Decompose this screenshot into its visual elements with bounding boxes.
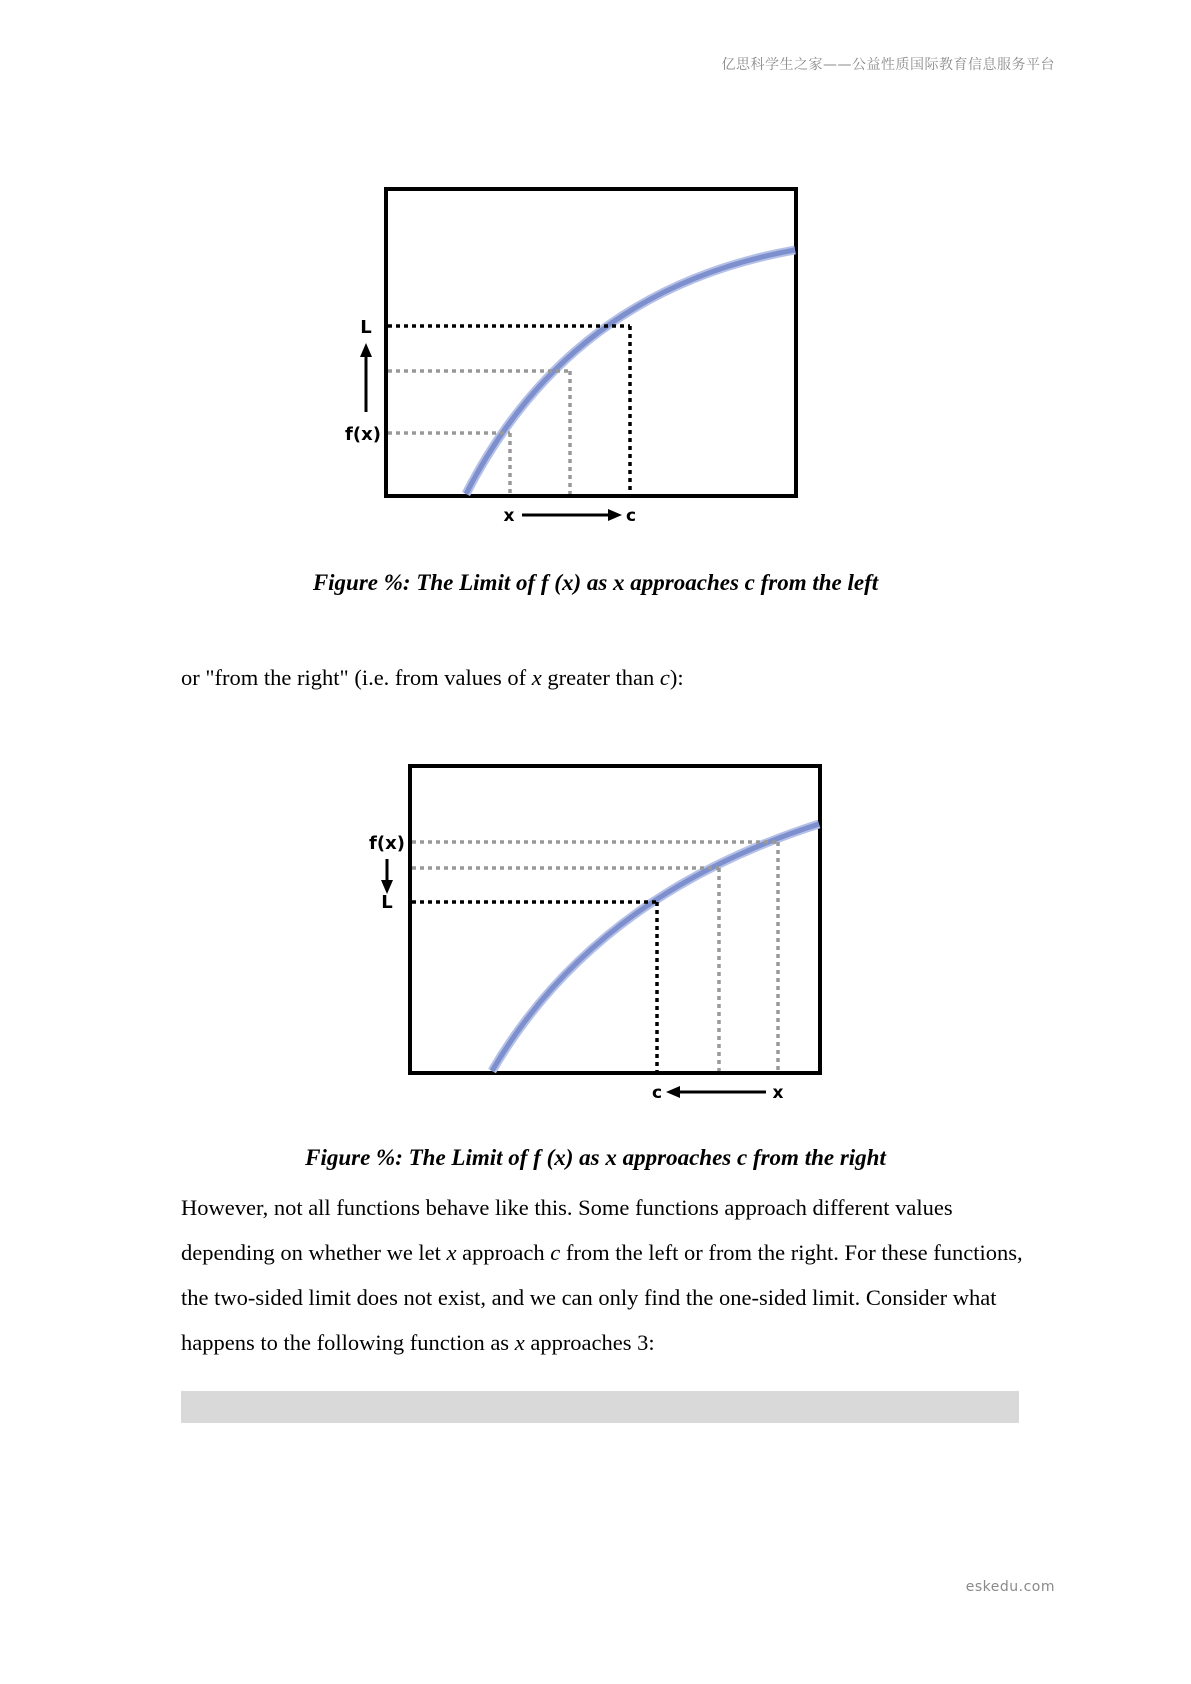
label-L: L (360, 317, 372, 338)
label-fx: f(x) (345, 424, 381, 445)
figure2-caption: Figure %: The Limit of f (x) as x approaches c from the right (305, 1145, 886, 1170)
figure-limit-from-right (364, 756, 844, 1101)
label-x: x (772, 1083, 784, 1101)
arrow-left-head (666, 1086, 680, 1098)
label-L: L (381, 892, 393, 913)
paragraph-from-right: or "from the right" (i.e. from values of x greater than c): (181, 665, 684, 690)
label-c: c (651, 1083, 663, 1101)
page-header: 亿思科学生之家——公益性质国际教育信息服务平台 (721, 57, 1055, 73)
paragraph-one-sided-limits: However, not all functions behave like this. Some functions approach different values depending on whether we let x approach c from the left or from the right. For these functions, the two-sided limit does not exist, and we can only find the one-sided limit. Consider what happens to the following function as x approaches 3: (181, 1195, 1023, 1355)
plot-frame (410, 766, 820, 1073)
label-fx: f(x) (369, 833, 405, 854)
arrow-right-head (608, 509, 622, 521)
page-footer: eskedu.com (965, 1579, 1055, 1595)
label-x: x (503, 506, 515, 525)
arrow-up-head (360, 343, 372, 357)
figure1-caption: Figure %: The Limit of f (x) as x approaches c from the left (312, 570, 879, 595)
equation-placeholder-bar (181, 1391, 1019, 1423)
figure-limit-from-left (340, 180, 820, 525)
label-c: c (625, 506, 637, 525)
